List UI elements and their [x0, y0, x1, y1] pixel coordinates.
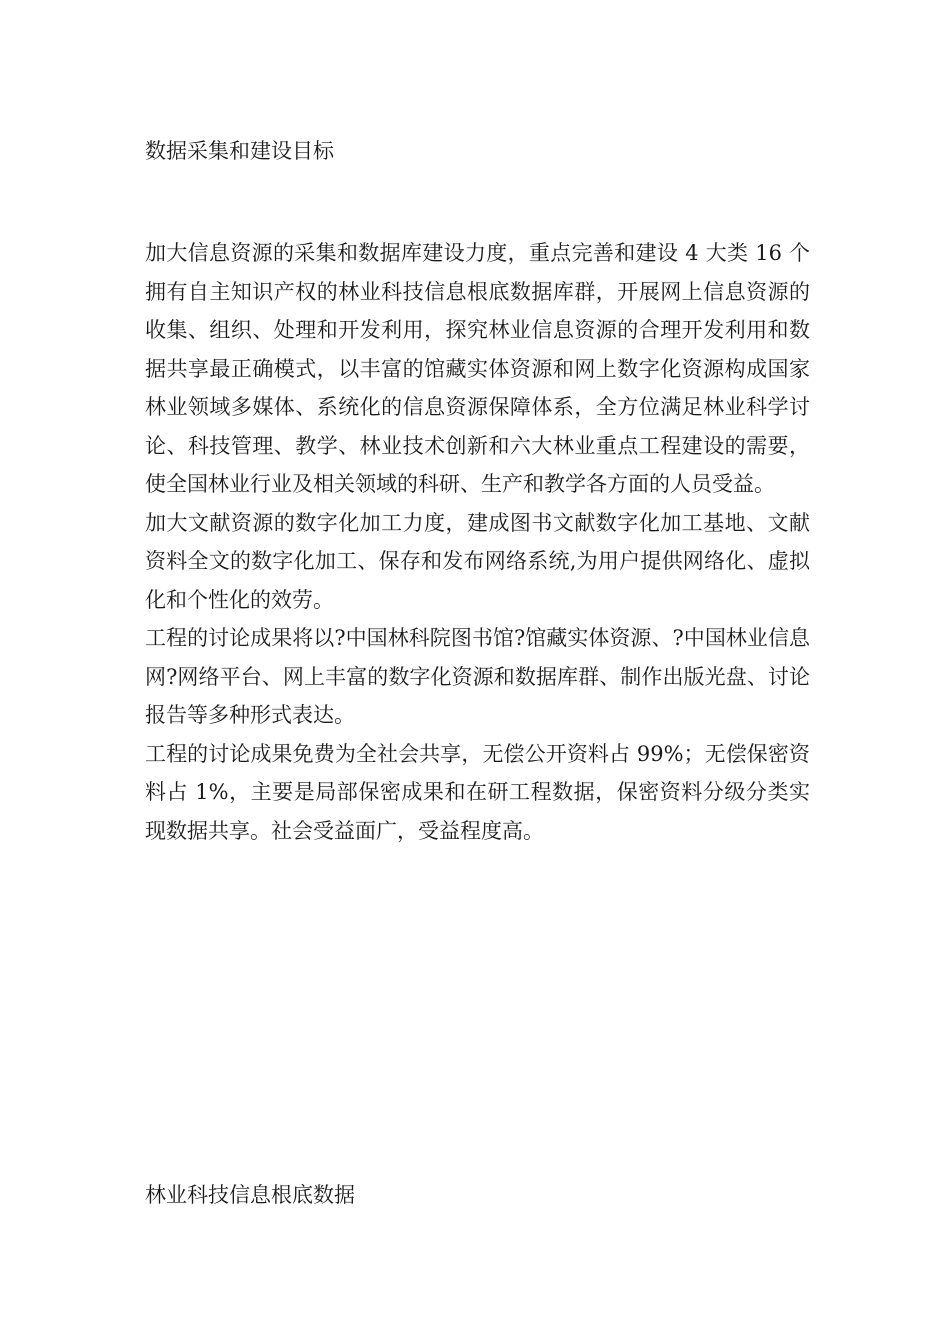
section-heading-2: 林业科技信息根底数据 [145, 1183, 355, 1207]
body-text [145, 234, 810, 850]
paragraph-results-expression: 工程的讨论成果将以?中国林科院图书馆?馆藏实体资源、?中国林业信息网?网络平台、网上丰富的数字化资源和数据库群、制作出版光盘、讨论报告等多种形式表达。 [145, 626, 810, 727]
paragraph-data-sharing: 工程的讨论成果免费为全社会共享，无偿公开资料占 99%；无偿保密资料占 1%，主要是局部保密成果和在研工程数据，保密资料分级分类实现数据共享。社会受益面广，受益程度高。 [145, 741, 810, 843]
paragraph-digitization: 加大文献资源的数字化加工力度，建成图书文献数字化加工基地、文献资料全文的数字化加工、保存和发布网络系统,为用户提供网络化、虚拟化和个性化的效劳。 [145, 510, 810, 612]
paragraph-collection-goals: 加大信息资源的采集和数据库建设力度，重点完善和建设 4 大类 16 个拥有自主知识产权的林业科技信息根底数据库群，开展网上信息资源的收集、组织、处理和开发利用，探究林业信息资源的合理开发利用和数据共享最正确模式，以丰富的馆藏实体资源和网上数字化资源构成国家林业领域多媒体、系统化的信息资源保障体系，全方位满足林业科学讨论、科技管理、教学、林业技术创新和六大林业重点工程建设的需要，使全国林业行业及相关领域的科研、生产和教学各方面的人员受益。 [145, 241, 810, 496]
section-heading: 数据采集和建设目标 [145, 139, 334, 163]
